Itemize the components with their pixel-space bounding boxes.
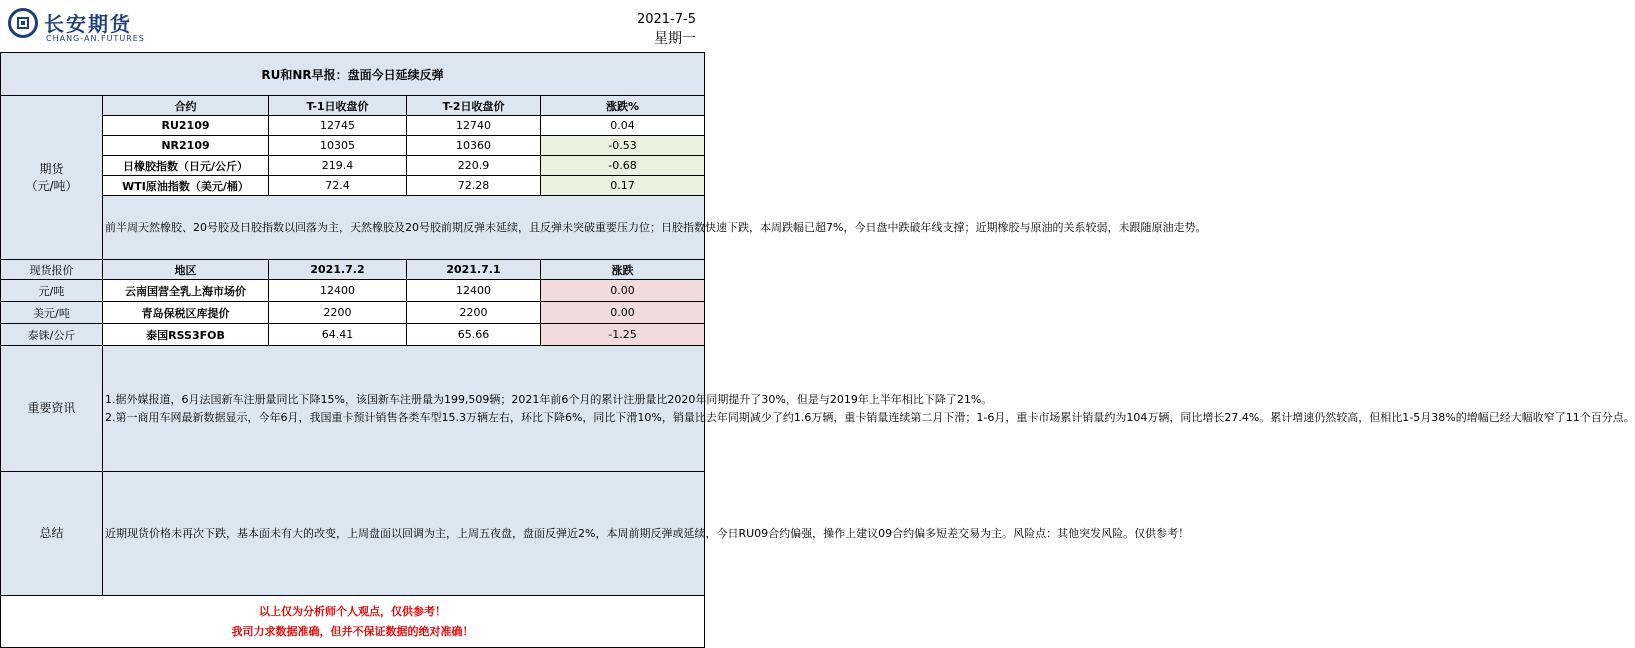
- brand-name-cn: 长安期货: [44, 12, 132, 36]
- futures-header-change: 涨跌%: [541, 96, 705, 116]
- spot-header-change: 涨跌: [541, 260, 705, 280]
- futures-header-t1: T-1日收盘价: [269, 96, 407, 116]
- news-content: [103, 346, 1635, 472]
- table-row: [1, 136, 705, 156]
- futures-change: 0.04: [541, 116, 705, 136]
- table-row: [1, 156, 705, 176]
- report-date: 2021-7-5: [636, 12, 696, 27]
- spot-unit: 美元/吨: [1, 302, 103, 324]
- futures-contract-name: RU2109: [103, 116, 269, 136]
- futures-t2-price: 10360: [407, 136, 541, 156]
- spot-unit: 元/吨: [1, 280, 103, 302]
- table-row: [1, 176, 705, 196]
- brand-name-en: CHANG-AN.FUTURES: [46, 34, 145, 43]
- summary-content: 近期现货价格未再次下跌，基本面未有大的改变，上周盘面以回调为主，上周五夜盘，盘面反弹近2%，本周前期反弹或延续，今日RU09合约偏强，操作上建议09合约偏多短差交易为主。风险点：其他突发风险。仅供参考！: [103, 472, 705, 596]
- spot-header-d2: 2021.7.1: [407, 260, 541, 280]
- futures-header-contract: 合约: [103, 96, 269, 116]
- disclaimer: [1, 596, 705, 648]
- spot-price-d1: 64.41: [269, 324, 407, 346]
- report-table: [0, 52, 1635, 648]
- futures-t2-price: 72.28: [407, 176, 541, 196]
- spot-header-region: 地区: [103, 260, 269, 280]
- futures-t2-price: 220.9: [407, 156, 541, 176]
- table-row: [1, 116, 705, 136]
- news-section-label: 重要资讯: [1, 346, 103, 472]
- spot-section-label: 现货报价: [1, 260, 103, 280]
- news-item-2: 2.第一商用车网最新数据显示，今年6月，我国重卡预计销售各类车型15.3万辆左右，环比下降6%，同比下滑10%，销量比去年同期减少了约1.6万辆，重卡销量连续第二月下滑；1-6月，重卡市场累计销量约为104万辆，同比增长27.4%。累计增速仍然较高，但相比1-5月38%的增幅已经大幅收窄了11个百分点。: [105, 410, 1635, 424]
- spot-change: 0.00: [541, 280, 705, 302]
- disclaimer-line-1: 以上仅为分析师个人观点，仅供参考！: [259, 604, 446, 618]
- futures-change: -0.68: [541, 156, 705, 176]
- report-weekday: 星期一: [654, 31, 696, 47]
- spot-change: -1.25: [541, 324, 705, 346]
- futures-contract-name: WTI原油指数（美元/桶）: [103, 176, 269, 196]
- spot-region: 云南国营全乳上海市场价: [103, 280, 269, 302]
- disclaimer-line-2: 我司力求数据准确，但并不保证数据的绝对准确！: [231, 624, 474, 638]
- futures-t1-price: 219.4: [269, 156, 407, 176]
- futures-contract-name: NR2109: [103, 136, 269, 156]
- page-header: [0, 0, 704, 52]
- futures-commentary: 前半周天然橡胶、20号胶及日胶指数以回落为主，天然橡胶及20号胶前期反弹未延续，且反弹未突破重要压力位；日胶指数快速下跌，本周跌幅已超7%，今日盘中跌破年线支撑；近期橡胶与原油的关系较弱，未跟随原油走势。: [103, 196, 705, 260]
- spot-price-d1: 2200: [269, 302, 407, 324]
- table-row: [1, 280, 705, 302]
- spot-region: 青岛保税区库提价: [103, 302, 269, 324]
- futures-t1-price: 72.4: [269, 176, 407, 196]
- spot-price-d2: 2200: [407, 302, 541, 324]
- spot-price-d2: 65.66: [407, 324, 541, 346]
- futures-section-label: 期货 （元/吨）: [1, 96, 103, 260]
- futures-header-t2: T-2日收盘价: [407, 96, 541, 116]
- spot-price-d2: 12400: [407, 280, 541, 302]
- spot-region: 泰国RSS3FOB: [103, 324, 269, 346]
- summary-section-label: 总结: [1, 472, 103, 596]
- futures-contract-name: 日橡胶指数（日元/公斤）: [103, 156, 269, 176]
- table-row: [1, 324, 705, 346]
- report-title: RU和NR早报：盘面今日延续反弹: [1, 53, 705, 96]
- spot-header-d1: 2021.7.2: [269, 260, 407, 280]
- futures-t1-price: 12745: [269, 116, 407, 136]
- futures-change: -0.53: [541, 136, 705, 156]
- futures-change: 0.17: [541, 176, 705, 196]
- table-row: [1, 302, 705, 324]
- spot-price-d1: 12400: [269, 280, 407, 302]
- company-logo-icon: [8, 8, 38, 38]
- news-item-1: 1.据外媒报道，6月法国新车注册量同比下降15%，该国新车注册量为199,509辆；2021年前6个月的累计注册量比2020年同期提升了30%，但是与2019年上半年相比下降了21%。: [105, 392, 993, 406]
- futures-t2-price: 12740: [407, 116, 541, 136]
- futures-t1-price: 10305: [269, 136, 407, 156]
- spot-change: 0.00: [541, 302, 705, 324]
- spot-unit: 泰铢/公斤: [1, 324, 103, 346]
